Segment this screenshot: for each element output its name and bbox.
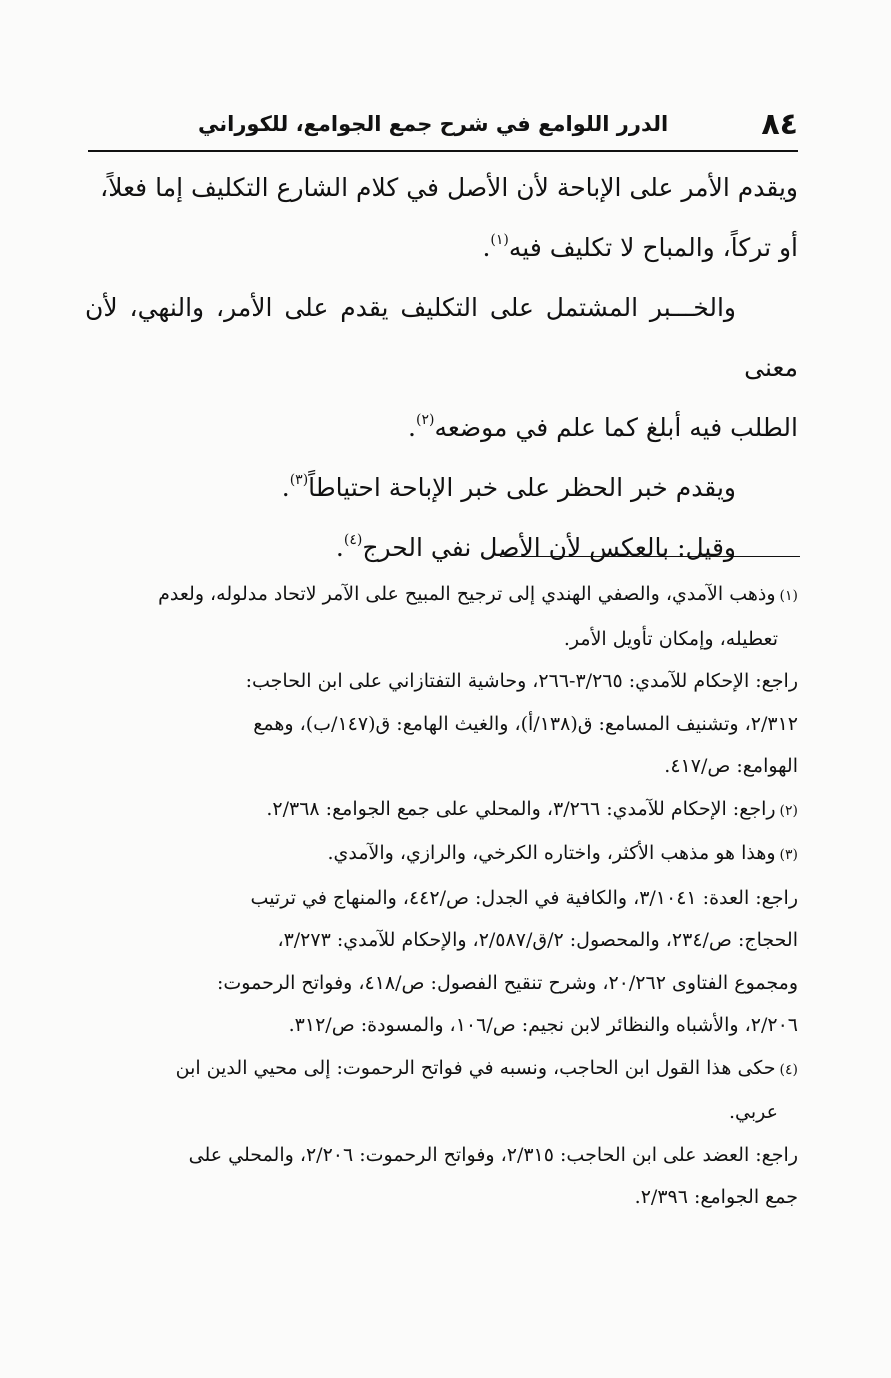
footnote-3-line: الحجاج: ص/٢٣٤، والمحصول: ٢/ق/٢/٥٨٧، والإحكام للآمدي: ٣/٢٧٣،	[277, 929, 798, 951]
footnote-1-line: الهوامع: ص/٤١٧.	[664, 755, 798, 777]
footnote-1-line: تعطيله، وإمكان تأويل الأمر.	[563, 627, 778, 650]
footnote-ref-2: (٢)	[415, 412, 435, 428]
footnote-3-line: ٢/٢٠٦، والأشباه والنظائر لابن نجيم: ص/١٠٦، والمسودة: ص/٣١٢.	[288, 1014, 798, 1036]
paragraph-3: ويقدم خبر الحظر على خبر الإباحة احتياطاً$^{(٣)}$.	[281, 472, 736, 502]
footnote-separator	[500, 556, 800, 557]
paragraph-4: وقيل: بالعكس لأن الأصل نفي الحرج$^{(٤)}$.	[335, 532, 736, 562]
footnote-1: (١)وذهب الآمدي، والصفي الهندي إلى ترجيح المبيح على الآمر لاتحاد مدلوله، ولعدم	[158, 583, 798, 605]
main-text	[85, 158, 798, 578]
footnote-4-line: عربي.	[729, 1101, 778, 1123]
footnote-2: (٢)راجع: الإحكام للآمدي: ٣/٢٦٦، والمحلي على جمع الجوامع: ٢/٣٦٨.	[266, 797, 798, 820]
footnote-4-marker: (٤)	[779, 1061, 798, 1078]
footnote-3: (٣)وهذا هو مذهب الأكثر، واختاره الكرخي، والرازي، والآمدي.	[327, 842, 798, 864]
running-title: الدرر اللوامع في شرح جمع الجوامع، للكوراني	[198, 112, 669, 136]
footnotes	[85, 573, 798, 1219]
footnote-1-line: راجع: الإحكام للآمدي: ٣/٢٦٥-٢٦٦، وحاشية التفتازاني على ابن الحاجب:	[245, 670, 798, 692]
footnote-4-line: راجع: العضد على ابن الحاجب: ٢/٣١٥، وفواتح الرحموت: ٢/٢٠٦، والمحلي على	[188, 1143, 798, 1166]
footnote-ref-3: (٣)	[289, 472, 309, 488]
footnote-1-line: ٢/٣١٢، وتشنيف المسامع: ق(١٣٨/أ)، والغيث الهامع: ق(١٤٧/ب)، وهمع	[253, 712, 798, 735]
footnote-4-line: جمع الجوامع: ٢/٣٩٦.	[634, 1186, 798, 1208]
footnote-3-marker: (٣)	[779, 847, 798, 863]
footnote-ref-1: (١)	[490, 232, 509, 248]
footnote-3-line: راجع: العدة: ٣/١٠٤١، والكافية في الجدل: ص/٤٤٢، والمنهاج في ترتيب	[250, 886, 798, 909]
paragraph-1-line-2: أو تركاً، والمباح لا تكليف فيه$^{(١)}$.	[482, 232, 798, 262]
page-header	[88, 98, 798, 150]
paragraph-2-line-2: الطلب فيه أبلغ كما علم في موضعه$^{(٢)}$.	[408, 412, 798, 442]
paragraph-2-line-1: والخـــبر المشتمل على التكليف يقدم على الأمر، والنهي، لأن معنى	[85, 293, 798, 382]
paragraph-1-line-1: ويقدم الأمر على الإباحة لأن الأصل في كلام الشارع التكليف إما فعلاً،	[100, 173, 798, 202]
page-number: ٨٤	[761, 106, 798, 142]
footnote-ref-4: (٤)	[343, 532, 363, 548]
footnote-2-marker: (٢)	[779, 802, 798, 819]
footnote-4: (٤)حكى هذا القول ابن الحاجب، ونسبه في فواتح الرحموت: إلى محيي الدين ابن	[175, 1056, 798, 1079]
header-rule	[88, 150, 798, 152]
footnote-1-marker: (١)	[779, 588, 798, 604]
footnote-3-line: ومجموع الفتاوى ٢٠/٢٦٢، وشرح تنقيح الفصول: ص/٤١٨، وفواتح الرحموت:	[217, 971, 798, 994]
